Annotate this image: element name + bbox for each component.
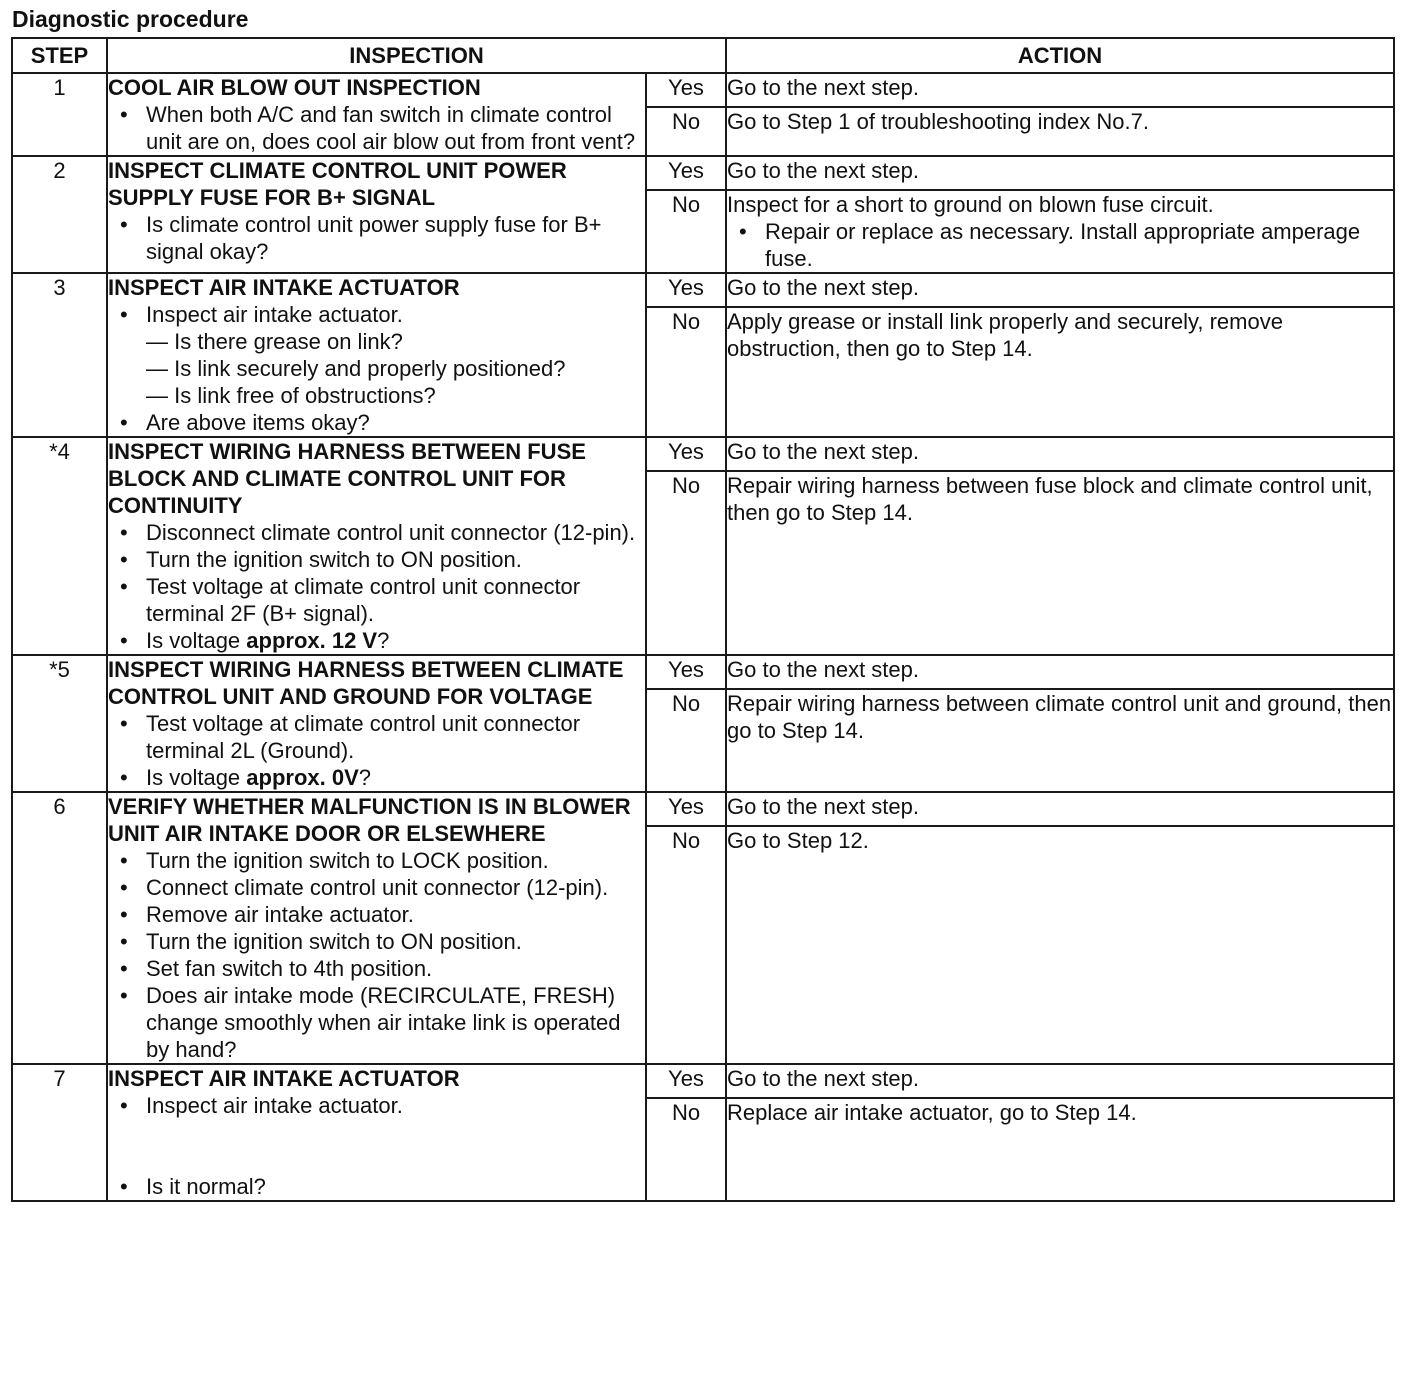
inspection-bullet: • Remove air intake actuator. <box>108 901 645 928</box>
yes-label: Yes <box>646 73 726 107</box>
inspection-title: INSPECT WIRING HARNESS BETWEEN FUSE BLOCK AND CLIMATE CONTROL UNIT FOR CONTINUITY <box>108 439 586 518</box>
inspection-bullet <box>108 301 645 409</box>
bullet-suffix: ? <box>377 628 390 653</box>
no-label: No <box>646 107 726 156</box>
no-action: Go to Step 12. <box>726 826 1394 1064</box>
action-bullet: • Repair or replace as necessary. Install appropriate amperage fuse. <box>727 218 1393 272</box>
inspection-bullet: • When both A/C and fan switch in climate control unit are on, does cool air blow out from front vent? <box>108 101 645 155</box>
step-number: *5 <box>12 655 107 792</box>
table-row <box>12 655 1394 689</box>
inspection-cell <box>107 156 646 273</box>
no-action: Repair wiring harness between fuse block and climate control unit, then go to Step 14. <box>726 471 1394 655</box>
bullet-emphasis: approx. 0V <box>246 765 359 790</box>
inspection-title: INSPECT CLIMATE CONTROL UNIT POWER SUPPLY FUSE FOR B+ SIGNAL <box>108 158 567 210</box>
no-label: No <box>646 826 726 1064</box>
inspection-bullet <box>108 764 645 791</box>
bullet-prefix: Is voltage <box>146 628 247 653</box>
page-title: Diagnostic procedure <box>12 6 249 32</box>
step-number: 1 <box>12 73 107 156</box>
step-number: 7 <box>12 1064 107 1201</box>
inspection-bullet: • Is it normal? <box>108 1173 645 1200</box>
yes-action: Go to the next step. <box>726 73 1394 107</box>
inspection-cell <box>107 655 646 792</box>
spacer <box>108 1119 645 1173</box>
yes-action: Go to the next step. <box>726 655 1394 689</box>
inspection-title: INSPECT AIR INTAKE ACTUATOR <box>108 275 460 300</box>
yes-label: Yes <box>646 1064 726 1098</box>
no-action: Replace air intake actuator, go to Step 14. <box>726 1098 1394 1201</box>
table-row <box>12 73 1394 107</box>
diagnostic-table <box>11 37 1395 1202</box>
yes-action: Go to the next step. <box>726 1064 1394 1098</box>
header-inspection: INSPECTION <box>107 38 726 73</box>
inspection-bullet: • Disconnect climate control unit connector (12-pin). <box>108 519 645 546</box>
yes-action: Go to the next step. <box>726 273 1394 307</box>
inspection-bullet: • Does air intake mode (RECIRCULATE, FRESH) change smoothly when air intake link is operated by hand? <box>108 982 645 1063</box>
no-action: Apply grease or install link properly and securely, remove obstruction, then go to Step 14. <box>726 307 1394 437</box>
inspection-title: INSPECT AIR INTAKE ACTUATOR <box>108 1066 460 1091</box>
no-label: No <box>646 190 726 273</box>
inspection-subitem: — Is there grease on link? <box>146 329 403 354</box>
no-action: Repair wiring harness between climate control unit and ground, then go to Step 14. <box>726 689 1394 792</box>
inspection-title: VERIFY WHETHER MALFUNCTION IS IN BLOWER UNIT AIR INTAKE DOOR OR ELSEWHERE <box>108 794 631 846</box>
table-row <box>12 1064 1394 1098</box>
inspection-subitem: — Is link securely and properly positioned? <box>146 356 566 381</box>
inspection-bullet-text: Inspect air intake actuator. <box>146 302 403 327</box>
inspection-cell <box>107 273 646 437</box>
step-number: *4 <box>12 437 107 655</box>
table-row <box>12 156 1394 190</box>
inspection-bullet: • Test voltage at climate control unit connector terminal 2F (B+ signal). <box>108 573 645 627</box>
yes-label: Yes <box>646 792 726 826</box>
no-label: No <box>646 689 726 792</box>
inspection-title: COOL AIR BLOW OUT INSPECTION <box>108 75 481 100</box>
no-action-cell <box>726 190 1394 273</box>
inspection-cell <box>107 437 646 655</box>
step-number: 2 <box>12 156 107 273</box>
bullet-emphasis: approx. 12 V <box>246 628 378 653</box>
inspection-bullet: • Connect climate control unit connector (12-pin). <box>108 874 645 901</box>
header-action: ACTION <box>726 38 1394 73</box>
yes-label: Yes <box>646 655 726 689</box>
table-row <box>12 273 1394 307</box>
yes-label: Yes <box>646 437 726 471</box>
no-action: Inspect for a short to ground on blown fuse circuit. <box>727 192 1214 217</box>
inspection-bullet: • Test voltage at climate control unit connector terminal 2L (Ground). <box>108 710 645 764</box>
inspection-bullet: • Turn the ignition switch to ON position. <box>108 546 645 573</box>
inspection-bullet <box>108 627 645 654</box>
yes-label: Yes <box>646 156 726 190</box>
header-step: STEP <box>12 38 107 73</box>
inspection-bullet: • Is climate control unit power supply fuse for B+ signal okay? <box>108 211 645 265</box>
step-number: 3 <box>12 273 107 437</box>
bullet-prefix: Is voltage <box>146 765 247 790</box>
table-header-row <box>12 38 1394 73</box>
no-action: Go to Step 1 of troubleshooting index No.7. <box>726 107 1394 156</box>
yes-label: Yes <box>646 273 726 307</box>
inspection-bullet: • Inspect air intake actuator. <box>108 1092 645 1119</box>
inspection-cell <box>107 1064 646 1201</box>
inspection-cell <box>107 73 646 156</box>
inspection-subitem: — Is link free of obstructions? <box>146 383 436 408</box>
inspection-title: INSPECT WIRING HARNESS BETWEEN CLIMATE CONTROL UNIT AND GROUND FOR VOLTAGE <box>108 657 624 709</box>
yes-action: Go to the next step. <box>726 156 1394 190</box>
inspection-bullet: • Set fan switch to 4th position. <box>108 955 645 982</box>
no-label: No <box>646 307 726 437</box>
no-label: No <box>646 1098 726 1201</box>
inspection-cell <box>107 792 646 1064</box>
table-row <box>12 792 1394 826</box>
yes-action: Go to the next step. <box>726 792 1394 826</box>
bullet-suffix: ? <box>358 765 372 790</box>
inspection-bullet: • Turn the ignition switch to ON position. <box>108 928 645 955</box>
inspection-bullet: • Are above items okay? <box>108 409 645 436</box>
table-row <box>12 437 1394 471</box>
step-number: 6 <box>12 792 107 1064</box>
yes-action: Go to the next step. <box>726 437 1394 471</box>
no-label: No <box>646 471 726 655</box>
inspection-bullet: • Turn the ignition switch to LOCK position. <box>108 847 645 874</box>
